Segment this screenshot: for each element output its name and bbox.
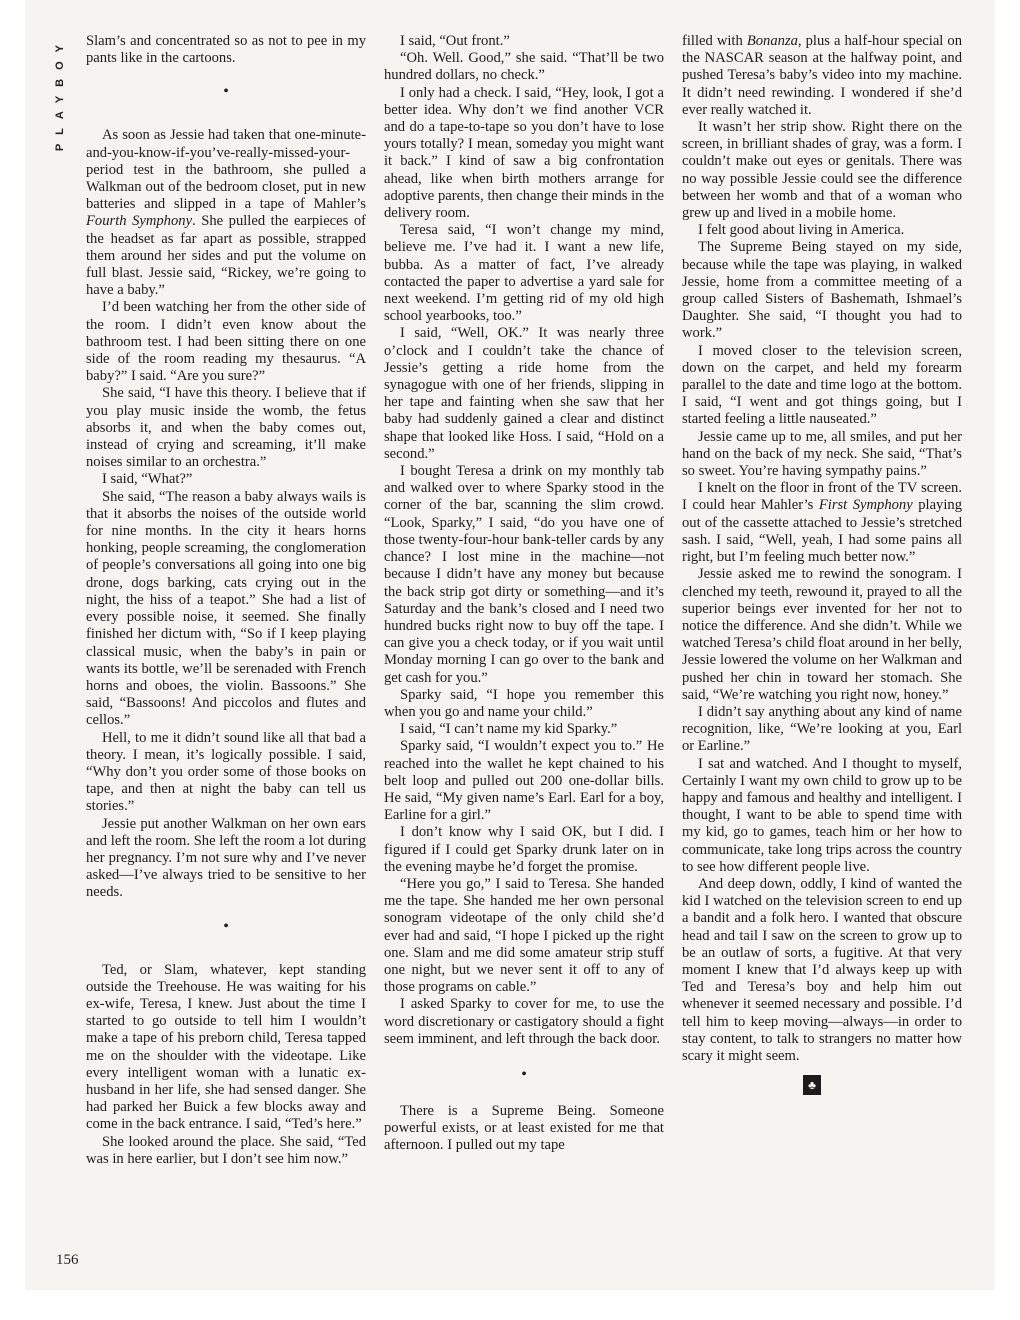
- paragraph: I said, “Well, OK.” It was nearly three o’clock and I couldn’t take the chance of Jessie’s getting a ride home from the synagogue with one of her friends, slipping in her tape and fainting when she saw that her baby had suddenly gained a clear and distinct shape that looked like Hoss. I said, “Hold on a second.”: [384, 325, 664, 462]
- work-title: Bonanza: [746, 33, 798, 49]
- paragraph: I said, “What?”: [102, 471, 193, 488]
- magazine-masthead: PLAYBOY: [54, 36, 66, 152]
- paragraph: Teresa said, “I won’t change my mind, believe me. I’ve had it. I want a new life, bubba. As a matter of fact, I’ve already contacted the paper to advertise a yard sale for next weekend. I’m getting rid of my old high school yearbooks, too.”: [384, 222, 664, 325]
- paragraph: Jessie put another Walkman on her own ears and left the room. She left the room a lot during her pregnancy. I’m not sure why and I’ve never asked—I’ve always tried to be sensitive to her needs.: [86, 815, 366, 901]
- paragraph: I don’t know why I said OK, but I did. I figured if I could get Sparky drunk later on in the evening maybe he’d forget the promise.: [384, 824, 664, 875]
- paragraph: I said, “Out front.”: [400, 33, 510, 49]
- paragraph: Ted, or Slam, whatever, kept standing outside the Treehouse. He was waiting for his ex-wife, Teresa, I knew. Just about the time I started to go outside to tell him I wouldn’t make a tape of his preborn child, Teresa tapped me on the shoulder with the videotape. Like every intelligent woman with a lunatic ex-husband in her life, she had sensed danger. She had parked her Buick a few blocks away and come in the back entrance. I said, “Ted’s here.”: [86, 961, 366, 1133]
- end-of-article-icon: ♣: [803, 1075, 821, 1095]
- paragraph: I said, “I can’t name my kid Sparky.”: [400, 721, 618, 738]
- paragraph: Jessie came up to me, all smiles, and put her hand on the back of my neck. She said, “That’s so sweet. You’re having sympathy pains.”: [682, 428, 962, 480]
- paragraph: There is a Supreme Being. Someone powerful exists, or at least existed for me that afternoon. I pulled out my tape: [384, 1102, 664, 1154]
- paragraph: I didn’t say anything about any kind of name recognition, like, “We’re looking at you, Earl or Earline.”: [682, 703, 962, 755]
- paragraph: Sparky said, “I hope you remember this when you go and name your child.”: [384, 686, 664, 720]
- paragraph: I’d been watching her from the other side of the room. I didn’t even know about the bathroom test. I had been sitting there on one side of the room reading my thesaurus. “A baby?” I said. “Are you sure?”: [86, 299, 366, 385]
- paragraph: She said, “The reason a baby always wails is that it absorbs the noises of the outside world for nine months. In the city it hears horns honking, people screaming, the conglomeration of people’s conversations all going into one big drone, dogs barking, cats crying out in the night, the hiss of a teapot.” She had a list of every possible noise, it seemed. She finally finished her dictum with, “So if I keep playing classical music, when the baby’s in pain or wants its bottle, we’ll be serenaded with French horns and oboes, the violin. Bassoons.” She said, “Bassoons! And piccolos and flutes and cellos.”: [86, 488, 366, 729]
- paragraph: The Supreme Being stayed on my side, because while the tape was playing, in walked Jessie, home from a committee meeting of a group called Sisters of Bashemath, Ishmael’s Daughter. She said, “I thought you had to work.”: [682, 239, 962, 342]
- paragraph: It wasn’t her strip show. Right there on the screen, in brilliant shades of gray, was a form. I couldn’t make out eyes or genitals. There was no way possible Jessie could see the difference between her womb and that of a woman who grew up and lived in a mobile home.: [682, 119, 962, 222]
- paragraph: I asked Sparky to cover for me, to use the word discretionary or castigatory should a fight seem imminent, and left through the back door.: [384, 996, 664, 1047]
- paragraph: I sat and watched. And I thought to myself, Certainly I want my own child to grow up to be happy and famous and healthy and intelligent. I thought, I want to be able to spend time with my kid, go to games, teach him or her how to communicate, take long trips across the country to see how different people live.: [682, 755, 962, 875]
- section-break-dot: •: [223, 917, 229, 935]
- page-number: 156: [56, 1252, 79, 1268]
- paragraph: “Here you go,” I said to Teresa. She handed me the tape. She handed me her own personal sonogram videotape of the only child she’d ever had and said, “I hope I picked up the right one. Slam and me did some amateur strip stuff one night, but we never sent it off to any of those programs on cable.”: [384, 875, 664, 996]
- paragraph: She looked around the place. She said, “Ted was in here earlier, but I don’t see him now.”: [86, 1133, 366, 1167]
- article-column-3: [682, 33, 962, 1095]
- paragraph: I knelt on the floor in front of the TV screen. I could hear Mahler’s First Symphony playing out of the cassette attached to Jessie’s stretched sash. I said, “Well, yeah, I had some pains all right, but I’m feeling much better now.”: [682, 480, 962, 566]
- paragraph: I bought Teresa a drink on my monthly tab and walked over to where Sparky stood in the corner of the bar, scanning the slim crowd. “Look, Sparky,” I said, “do you have one of those twenty-four-hour bank-teller cards by any chance? I lost mine in the machine—not because I didn’t have any money but because the back strip got dirty or something—and it’s Saturday and the bank’s closed and I need two hundred bucks right now to buy off the tape. I can give you a check today, or if you wait until Monday morning I can go over to the bank and get cash for you.”: [384, 463, 664, 686]
- paragraph: I moved closer to the television screen, down on the carpet, and held my forearm parallel to the date and time logo at the bottom. I said, “I went and got things going, but I started feeling a little nauseated.”: [682, 342, 962, 428]
- article-column-2: [384, 33, 664, 1155]
- work-title: Fourth Symphony: [86, 213, 193, 230]
- paragraph: Hell, to me it didn’t sound like all that bad a theory. I mean, it’s logically possible. I said, “Why don’t you order some of those books on tape, and then at night the baby can tell us stories.”: [86, 729, 366, 815]
- paragraph: She said, “I have this theory. I believe that if you play music inside the womb, the fetus absorbs it, and when the baby comes out, instead of crying and screaming, it’ll make noises similar to an orchestra.”: [86, 385, 366, 471]
- paragraph: “Oh. Well. Good,” she said. “That’ll be two hundred dollars, no check.”: [384, 50, 664, 84]
- work-title: First Symphony: [818, 497, 913, 514]
- article-column-1: [86, 33, 366, 1168]
- paragraph: filled with Bonanza, plus a half-hour special on the NASCAR season at the halfway point, and pushed Teresa’s baby’s video into my machine. It didn’t need rewinding. I wondered if she’d ever really watched it.: [682, 33, 963, 118]
- paragraph: I only had a check. I said, “Hey, look, I got a better idea. Why don’t we find another VCR and do a tape-to-tape so you don’t have to lose yours totally? I mean, someday you might want it back.” I kind of saw a big confrontation ahead, like when birth mothers arrange for adoptive parents, then change their minds in the delivery room.: [384, 84, 664, 222]
- paragraph: Slam’s and concentrated so as not to pee in my pants like in the cartoons.: [86, 33, 366, 67]
- section-break-dot: •: [521, 1065, 527, 1083]
- paragraph: As soon as Jessie had taken that one-minute-and-you-know-if-you’ve-really-missed-your-period test in the bathroom, she pulled a Walkman out of the bedroom closet, put in new batteries and slipped in a tape of Mahler’s Fourth Symphony. She pulled the earpieces of the headset as far apart as possible, strapped them around her sides and put the volume on full blast. Jessie said, “Rickey, we’re going to have a baby.”: [86, 127, 366, 299]
- paragraph: Sparky said, “I wouldn’t expect you to.” He reached into the wallet he kept chained to his belt loop and pulled out 200 one-dollar bills. He said, “My given name’s Earl. Earl for a boy, Earline for a girl.”: [384, 738, 664, 824]
- paragraph: And deep down, oddly, I kind of wanted the kid I watched on the television screen to end up a bandit and a folk hero. I wanted that obscure head and tail I saw on the screen to grow up to be an outlaw of sorts, a fugitive. At that very moment I knew that I’d always keep up with Ted and Teresa’s boy and help him out whenever it seemed necessary and possible. I’d tell him to keep moving—always—in order to stay content, to talk to strangers no matter how scary it might seem.: [682, 875, 962, 1064]
- paragraph: I felt good about living in America.: [698, 222, 905, 239]
- section-break-dot: •: [223, 83, 229, 101]
- paragraph: Jessie asked me to rewind the sonogram. I clenched my teeth, rewound it, prayed to all the superior beings ever invented for her not to notice the difference. And she didn’t. While we watched Teresa’s child float around in her belly, Jessie lowered the volume on her Walkman and pushed her chin in toward her stomach. She said, “We’re watching you right now, honey.”: [682, 566, 962, 703]
